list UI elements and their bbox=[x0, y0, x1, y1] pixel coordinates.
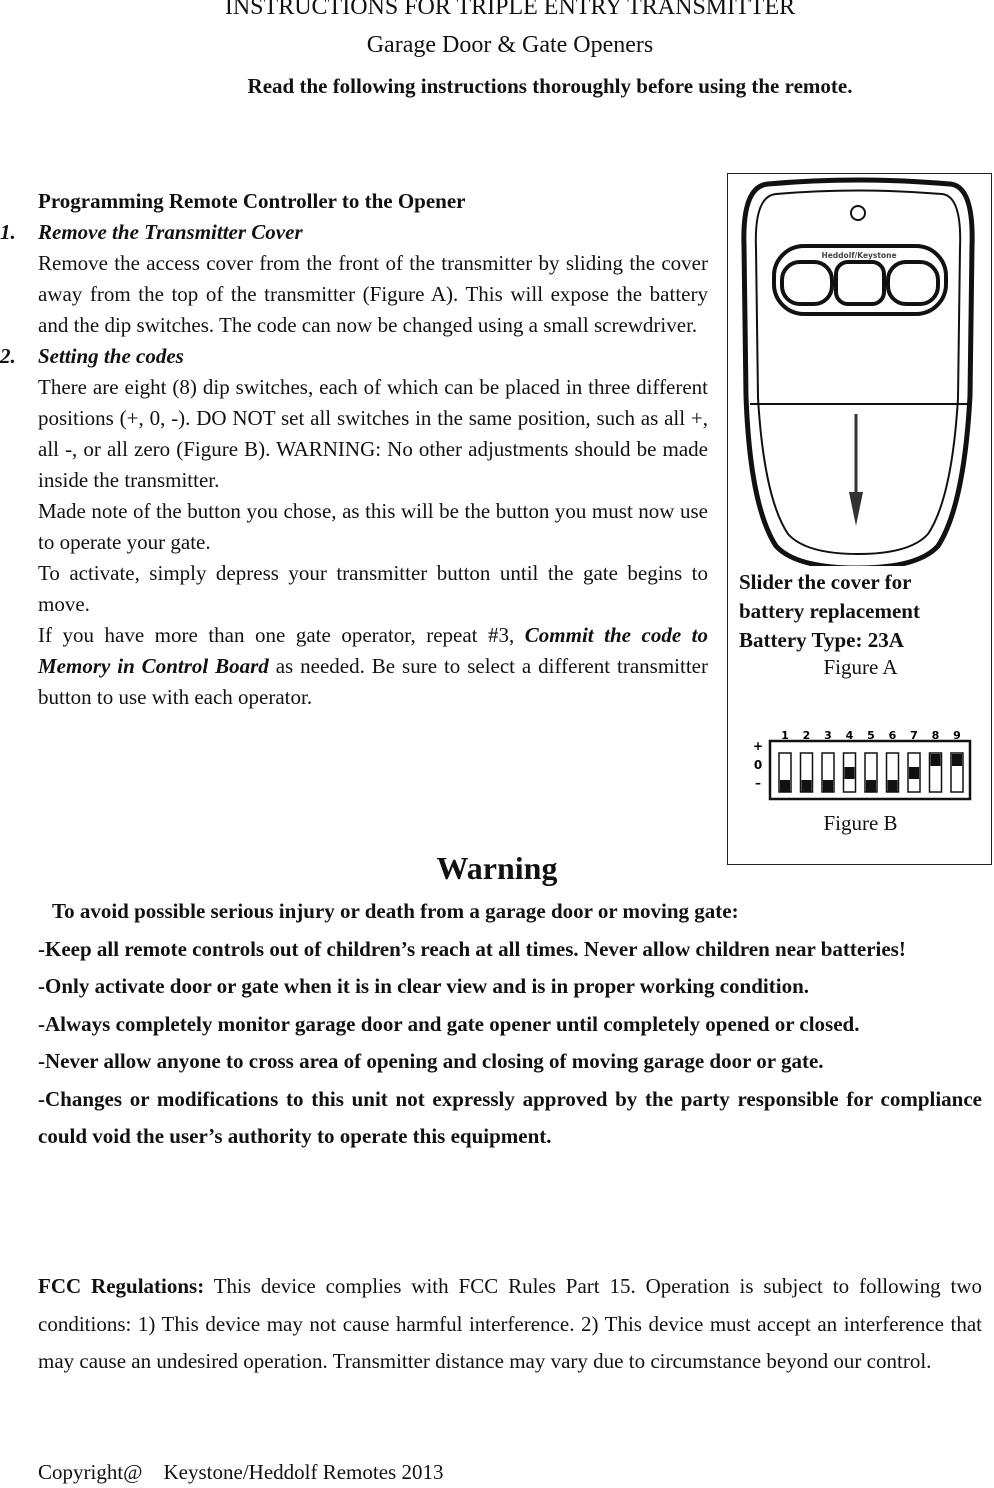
dip-symbol-zero: 0 bbox=[753, 758, 763, 772]
fcc-label: FCC Regulations: bbox=[38, 1274, 205, 1298]
dip-symbol-minus: – bbox=[755, 776, 761, 790]
programming-section bbox=[0, 186, 708, 713]
warning-intro: To avoid possible serious injury or death from a garage door or moving gate: bbox=[52, 899, 739, 923]
remote-button-middle bbox=[836, 262, 884, 304]
dip-switch-number: 5 bbox=[867, 729, 875, 742]
dip-switch-number: 2 bbox=[802, 729, 811, 742]
dip-switch-number: 3 bbox=[824, 729, 832, 742]
step1-title-text: Remove the Transmitter Cover bbox=[38, 220, 303, 244]
fcc-regulations bbox=[38, 1268, 982, 1381]
dip-switch-knob bbox=[823, 780, 833, 792]
remote-transmitter-illustration bbox=[738, 176, 978, 566]
dip-switch-knob bbox=[931, 754, 941, 766]
copyright-notice: Copyright@ Keystone/Heddolf Remotes 2013 bbox=[38, 1460, 444, 1484]
step2-para1: There are eight (8) dip switches, each of which can be placed in three different positions (+, 0, -). DO NOT set all switches in the same position, such as all +, all -, or all zero (Figure B). WARNING: No other adjustments should be made inside the transmitter. bbox=[38, 375, 708, 492]
warning-section bbox=[38, 893, 982, 1156]
step2-title bbox=[0, 341, 708, 372]
step2-para4-post: as needed. Be sure to select a different transmitter button to use with each operator. bbox=[38, 654, 708, 709]
slider-note-line1: Slider the cover for bbox=[739, 570, 912, 594]
dip-switch-diagram bbox=[748, 729, 978, 807]
warning-item: -Always completely monitor garage door and gate opener until completely opened or closed. bbox=[38, 1011, 860, 1036]
warning-item: -Changes or modifications to this unit not expressly approved by the party responsible for compliance could void the user’s authority to operate this equipment. bbox=[38, 1086, 982, 1148]
step2-para4-pre: If you have more than one gate operator, repeat #3, bbox=[38, 623, 525, 647]
dip-switch-number: 9 bbox=[953, 729, 961, 742]
dip-switch-knob bbox=[845, 767, 855, 779]
fcc-text: This device complies with FCC Rules Part 15. Operation is subject to following two conditions: 1) This device may not cause harmful interference. 2) This device must accept an interference that may cause an undesired operation. Transmitter distance may vary due to circumstance beyond our control. bbox=[38, 1274, 982, 1373]
step2-number: 2. bbox=[0, 344, 16, 368]
warning-item: -Never allow anyone to cross area of opening and closing of moving garage door or gate. bbox=[38, 1049, 824, 1073]
step2-para3: To activate, simply depress your transmitter button until the gate begins to move. bbox=[38, 561, 708, 616]
step2-title-text: Setting the codes bbox=[38, 344, 184, 368]
dip-switch-number: 8 bbox=[931, 729, 940, 742]
remote-brand-label: Heddolf/Keystone bbox=[821, 251, 897, 260]
step2-para4-emphasis: Commit the code to Memory in Control Board bbox=[38, 623, 708, 678]
figure-b-caption: Figure B bbox=[823, 811, 898, 835]
slider-note bbox=[739, 568, 920, 655]
figures-box bbox=[727, 173, 992, 865]
slider-note-line2: battery replacement bbox=[739, 599, 920, 623]
dip-switch-number: 1 bbox=[781, 729, 789, 742]
step1-text: Remove the access cover from the front of the transmitter by sliding the cover away from the top of the transmitter (Figure A). This will expose the battery and the dip switches. The code can now be changed using a small screwdriver. bbox=[38, 251, 708, 337]
dip-switch-number: 4 bbox=[845, 729, 854, 742]
dip-switch-knob bbox=[909, 767, 919, 779]
step2-para4 bbox=[38, 620, 708, 713]
step1-number: 1. bbox=[0, 220, 16, 244]
dip-switch-knob bbox=[952, 754, 962, 766]
warning-title: Warning bbox=[436, 850, 558, 886]
battery-type-line: Battery Type: 23A bbox=[739, 628, 904, 652]
dip-switch-knob bbox=[802, 780, 812, 792]
read-instructions-note: Read the following instructions thoroughly before using the remote. bbox=[247, 74, 853, 98]
programming-heading: Programming Remote Controller to the Opener bbox=[38, 189, 466, 213]
remote-button-right bbox=[888, 262, 938, 304]
document-title: INSTRUCTIONS FOR TRIPLE ENTRY TRANSMITTER bbox=[224, 0, 796, 20]
dip-switch-knob bbox=[888, 780, 898, 792]
dip-switch-number: 7 bbox=[910, 729, 918, 742]
warning-item: -Keep all remote controls out of children’s reach at all times. Never allow children near batteries! bbox=[38, 936, 906, 961]
remote-button-left bbox=[782, 262, 832, 304]
dip-switch-number: 6 bbox=[888, 729, 897, 742]
figure-a-caption: Figure A bbox=[823, 655, 898, 679]
step2-para2: Made note of the button you chose, as this will be the button you must now use to operate your gate. bbox=[38, 499, 708, 554]
dip-switch-knob bbox=[866, 780, 876, 792]
warning-item: -Only activate door or gate when it is in clear view and is in proper working condition. bbox=[38, 974, 810, 998]
document-subtitle: Garage Door & Gate Openers bbox=[366, 32, 654, 58]
dip-switch-knob bbox=[780, 780, 790, 792]
step1-title bbox=[0, 217, 708, 248]
dip-symbol-plus: + bbox=[752, 739, 764, 753]
